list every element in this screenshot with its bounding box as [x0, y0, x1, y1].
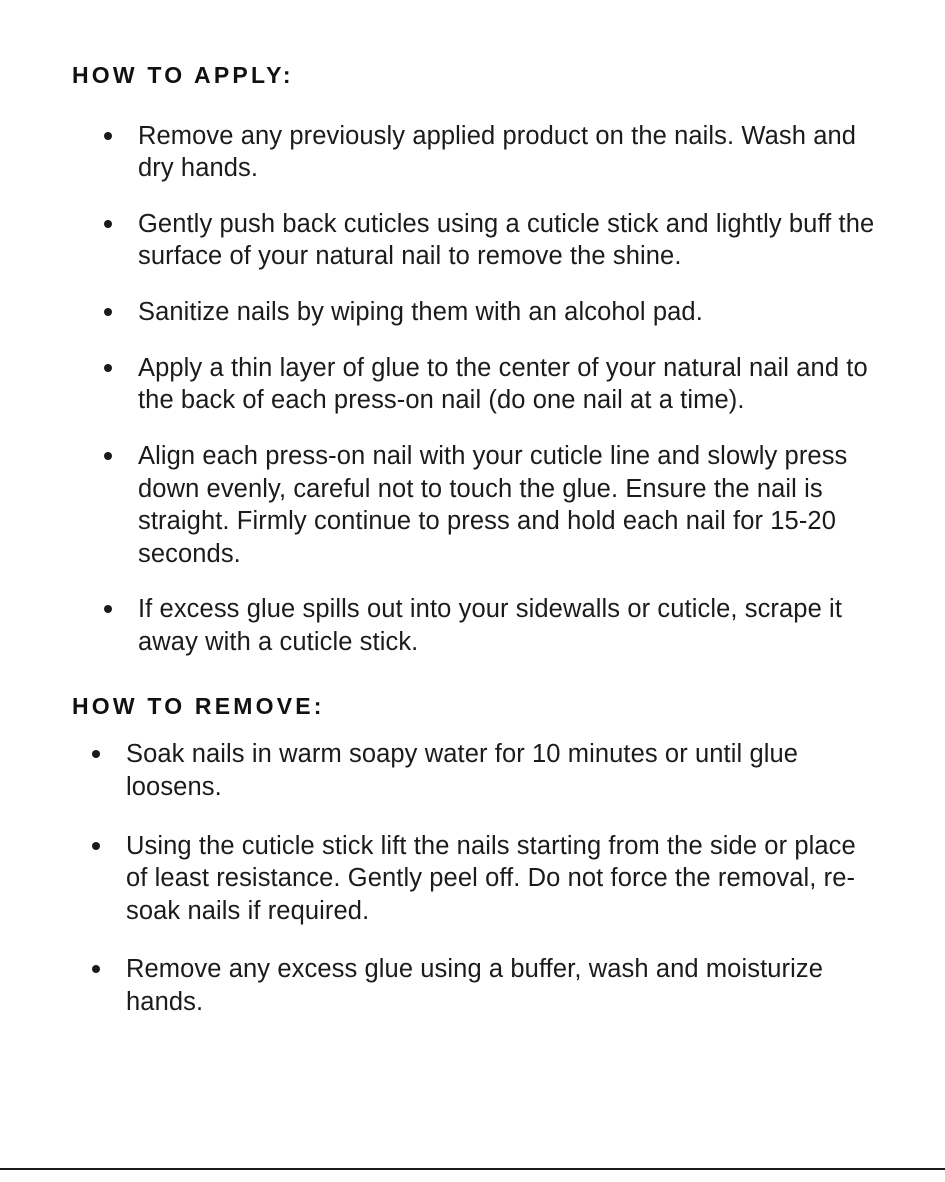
bullet-dot-icon [104, 220, 112, 228]
list-item [100, 440, 883, 571]
list-item-text: Apply a thin layer of glue to the center of your natural nail and to the back of each press-on nail (do one nail at a time). [138, 353, 868, 415]
list-item-text: If excess glue spills out into your sidewalls or cuticle, scrape it away with a cuticle stick. [138, 595, 843, 657]
page-title-how-to-apply: HOW TO APPLY: [72, 62, 294, 88]
page-title-how-to-remove: HOW TO REMOVE: [72, 692, 325, 719]
list-item-text: Soak nails in warm soapy water for 10 minutes or until glue loosens. [126, 740, 799, 801]
bullet-dot-icon [104, 605, 112, 613]
list-item [100, 120, 883, 185]
list-item [100, 208, 883, 273]
bullet-dot-icon [104, 132, 112, 140]
list-item-text: Sanitize nails by wiping them with an alcohol pad. [138, 298, 703, 327]
bullet-dot-icon [104, 308, 112, 316]
bullet-dot-icon [92, 965, 100, 973]
list-item [100, 352, 883, 417]
list-item-text: Using the cuticle stick lift the nails starting from the side or place of least resistance. Gently peel off. Do not force the removal, re-soak nails if required. [126, 831, 856, 925]
bullet-dot-icon [92, 750, 100, 758]
bullet-dot-icon [92, 842, 100, 850]
list-item [88, 738, 883, 803]
bottom-divider [0, 1168, 945, 1170]
bullet-dot-icon [104, 452, 112, 460]
list-item-text: Remove any excess glue using a buffer, wash and moisturize hands. [126, 955, 824, 1017]
list-item [100, 296, 883, 329]
list-item [88, 953, 883, 1018]
how-to-apply-list [72, 120, 883, 659]
how-to-remove-list [72, 738, 883, 1018]
list-item [88, 830, 883, 928]
list-item-text: Remove any previously applied product on the nails. Wash and dry hands. [138, 121, 857, 183]
list-item-text: Align each press-on nail with your cuticle line and slowly press down evenly, careful not to touch the glue. Ensure the nail is straight. Firmly continue to press and hold each nail for 15-20 seconds. [138, 441, 848, 568]
bullet-dot-icon [104, 364, 112, 372]
list-item [100, 593, 883, 658]
list-item-text: Gently push back cuticles using a cuticle stick and lightly buff the surface of your natural nail to remove the shine. [138, 209, 875, 271]
